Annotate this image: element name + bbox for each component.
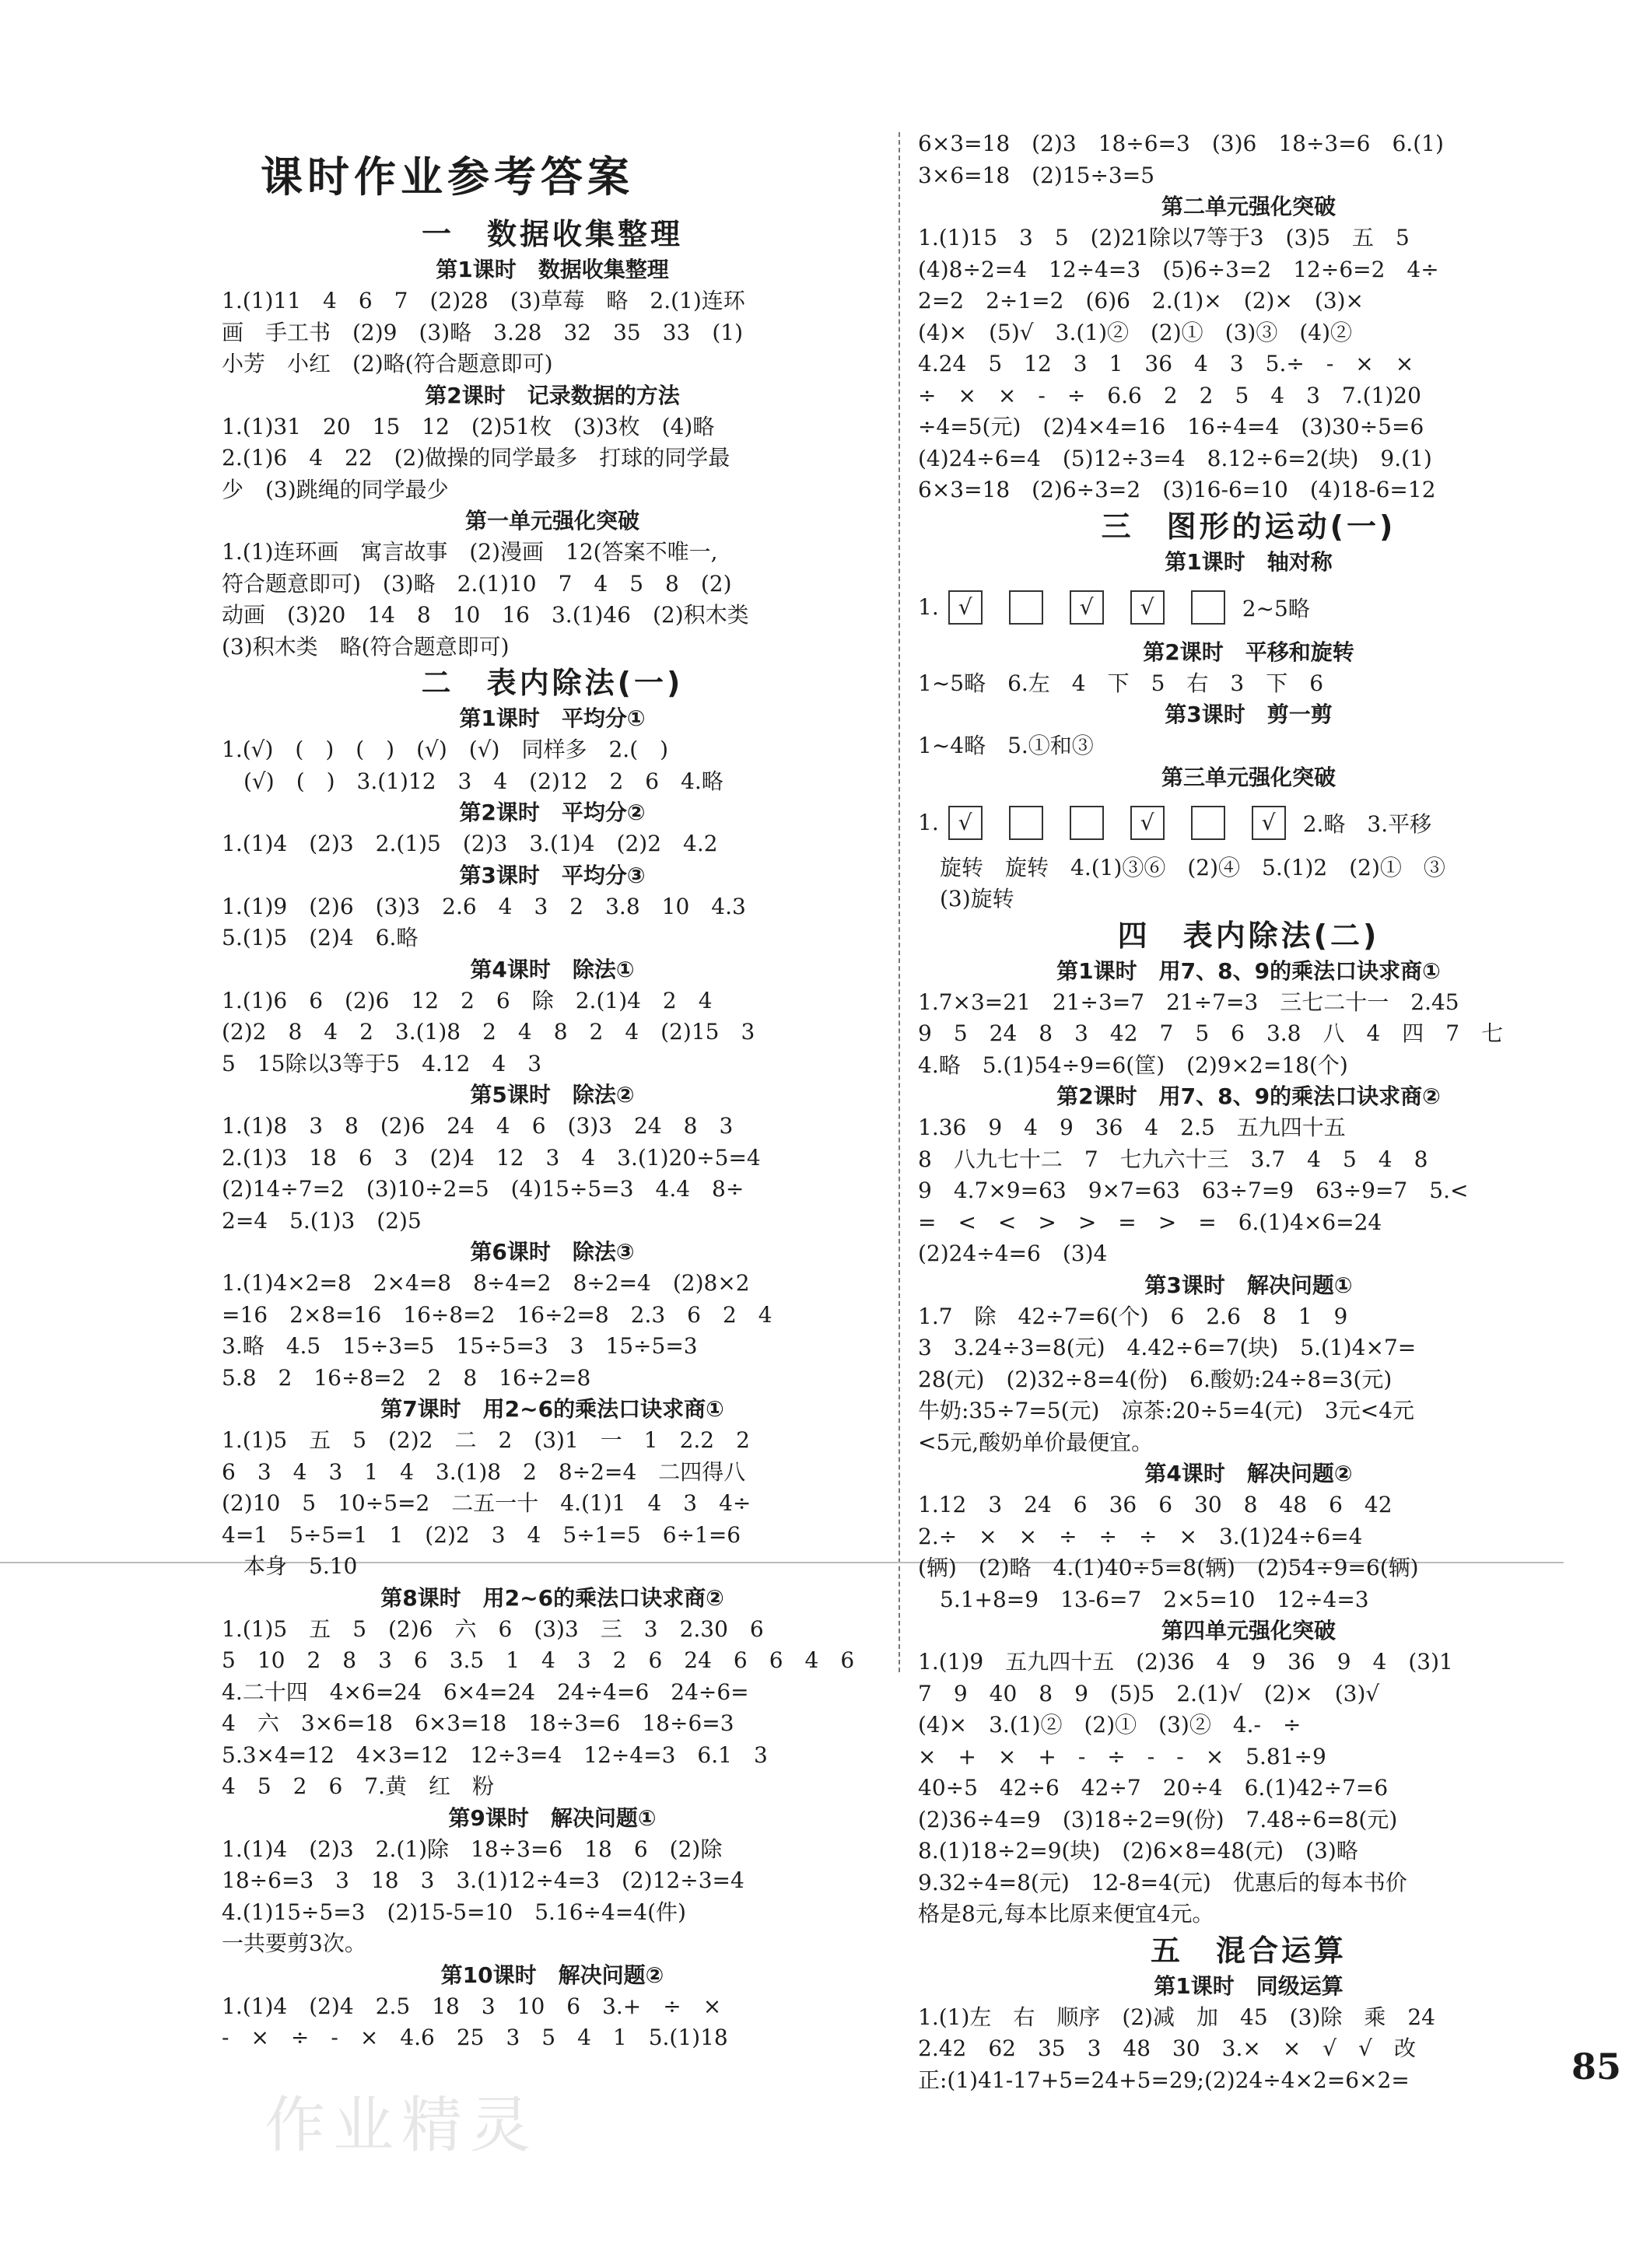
watermark: 作业精灵 [264, 2091, 539, 2161]
answer-line: 3.略 4.5 15÷3=5 15÷5=3 3 15÷5=3 [222, 1333, 698, 1359]
empty-box [1191, 590, 1225, 625]
answer-line: - × ÷ - × 4.6 25 3 5 4 1 5.(1)18 [222, 2025, 728, 2050]
unit-heading: 五 混合运算 [1150, 1933, 1347, 1968]
answer-line: 7 9 40 8 9 (5)5 2.(1)√ (2)× (3)√ [918, 1680, 1380, 1706]
lesson-heading: 第1课时 平均分① [459, 705, 646, 731]
answer-line: 9 5 24 8 3 42 7 5 6 3.8 八 4 四 7 七 [918, 1020, 1504, 1046]
answer-line: 1.(1)5 五 5 (2)2 二 2 (3)1 一 1 2.2 2 [222, 1427, 750, 1453]
answer-line: (√) ( ) 3.(1)12 3 4 (2)12 2 6 4.略 [222, 768, 723, 794]
answer-line: 4=1 5÷5=1 1 (2)2 3 4 5÷1=5 6÷1=6 [222, 1521, 741, 1548]
answer-line: 1.(1)31 20 15 12 (2)51枚 (3)3枚 (4)略 [222, 413, 715, 439]
answer-line: 5.(1)5 (2)4 6.略 [222, 925, 419, 950]
answer-line: 9.32÷4=8(元) 12-8=4(元) 优惠后的每本书价 [918, 1869, 1407, 1895]
answer-line: 小芳 小红 (2)略(符合题意即可) [222, 351, 553, 376]
answer-line: ÷ × × - ÷ 6.6 2 2 5 4 3 7.(1)20 [918, 382, 1421, 408]
answer-text: 2.略 3.平移 [1302, 810, 1432, 837]
lesson-heading: 第6课时 除法③ [470, 1239, 635, 1265]
lesson-heading: 第8课时 用2~6的乘法口诀求商② [380, 1584, 724, 1611]
answer-line: 5 10 2 8 3 6 3.5 1 4 3 2 6 24 6 6 4 6 [222, 1647, 855, 1673]
answer-line: 2=2 2÷1=2 (6)6 2.(1)× (2)× (3)× [918, 288, 1365, 313]
answer-line: 少 (3)跳绳的同学最少 [222, 476, 449, 502]
question-number: 1. [918, 810, 939, 835]
answer-line: 3 3.24÷3=8(元) 4.42÷6=7(块) 5.(1)4×7= [918, 1335, 1417, 1360]
answer-line: 1.(1)4 (2)3 2.(1)5 (2)3 3.(1)4 (2)2 4.2 [222, 831, 718, 856]
left-column [222, 214, 883, 2054]
answer-line: 2.42 62 35 3 48 30 3.× × √ √ 改 [918, 2035, 1416, 2061]
answer-line: 6×3=18 (2)6÷3=2 (3)16-6=10 (4)18-6=12 [918, 477, 1436, 502]
lesson-heading: 第1课时 数据收集整理 [436, 257, 669, 282]
answer-line: 1.(1)15 3 5 (2)21除以7等于3 (3)5 五 5 [918, 225, 1410, 250]
answer-line: 牛奶:35÷7=5(元) 凉茶:20÷5=4(元) 3元<4元 [918, 1398, 1415, 1423]
answer-line: 一共要剪3次。 [222, 1930, 366, 1956]
answer-line: (4)× (5)√ 3.(1)② (2)① (3)③ (4)② [918, 319, 1352, 345]
checked-box: √ [1252, 806, 1286, 840]
checkbox-answer-row [918, 578, 1579, 637]
answer-line: 2.(1)6 4 22 (2)做操的同学最多 打球的同学最 [222, 445, 730, 471]
answer-line: 符合题意即可) (3)略 2.(1)10 7 4 5 8 (2) [222, 570, 732, 597]
lesson-heading: 第2课时 记录数据的方法 [425, 382, 680, 408]
answer-line: 5 15除以3等于5 4.12 4 3 [222, 1050, 542, 1076]
answer-line: 1.7 除 42÷7=6(个) 6 2.6 8 1 9 [918, 1303, 1348, 1329]
answer-line: 1.(1)5 五 5 (2)6 六 6 (3)3 三 3 2.30 6 [222, 1615, 764, 1642]
answer-line: 2.(1)3 18 6 3 (2)4 12 3 4 3.(1)20÷5=4 [222, 1144, 761, 1171]
answer-line: 1~5略 6.左 4 下 5 右 3 下 6 [918, 670, 1324, 696]
answer-line: 4.二十四 4×6=24 6×4=24 24÷4=6 24÷6= [222, 1678, 749, 1705]
answer-line: 动画 (3)20 14 8 10 16 3.(1)46 (2)积木类 [222, 602, 749, 628]
lesson-heading: 第一单元强化突破 [464, 508, 639, 534]
answer-line: 1.(1)左 右 顺序 (2)减 加 45 (3)除 乘 24 [918, 2004, 1435, 2030]
answer-line: 1.(1)6 6 (2)6 12 2 6 除 2.(1)4 2 4 [222, 987, 713, 1013]
lesson-heading: 第1课时 用7、8、9的乘法口诀求商① [1056, 957, 1441, 984]
answer-line: 4.略 5.(1)54÷9=6(筐) (2)9×2=18(个) [918, 1052, 1348, 1078]
answer-line: (4)24÷6=4 (5)12÷3=4 8.12÷6=2(块) 9.(1) [918, 445, 1432, 471]
answer-line: 5.1+8=9 13-6=7 2×5=10 12÷4=3 [918, 1586, 1369, 1612]
lesson-heading: 第3课时 剪一剪 [1165, 702, 1333, 727]
checkbox-answer-row [918, 793, 1579, 852]
answer-line: (4)× 3.(1)② (2)① (3)② 4.- ÷ [918, 1712, 1301, 1738]
empty-box [1009, 590, 1043, 625]
answer-line: 1.(√) ( ) ( ) (√) (√) 同样多 2.( ) [222, 737, 669, 762]
answer-line: (4)8÷2=4 12÷4=3 (5)6÷3=2 12÷6=2 4÷ [918, 256, 1439, 282]
answer-line: (3)旋转 [918, 886, 1014, 912]
answer-line: 2=4 5.(1)3 (2)5 [222, 1207, 422, 1234]
answer-line: 4.(1)15÷5=3 (2)15-5=10 5.16÷4=4(件) [222, 1899, 686, 1925]
answer-line: (2)14÷7=2 (3)10÷2=5 (4)15÷5=3 4.4 8÷ [222, 1176, 744, 1202]
answer-line: 8.(1)18÷2=9(块) (2)6×8=48(元) (3)略 [918, 1838, 1358, 1864]
answer-line: 1.(1)4×2=8 2×4=8 8÷4=2 8÷2=4 (2)8×2 [222, 1270, 750, 1296]
right-column [918, 128, 1579, 2096]
lesson-heading: 第7课时 用2~6的乘法口诀求商① [380, 1396, 724, 1422]
lesson-heading: 第四单元强化突破 [1161, 1618, 1336, 1643]
answer-line: 18÷6=3 3 18 3 3.(1)12÷4=3 (2)12÷3=4 [222, 1867, 744, 1893]
lesson-heading: 第3课时 解决问题① [1144, 1272, 1353, 1298]
answer-line: (2)24÷4=6 (3)4 [918, 1241, 1108, 1266]
answer-line: 正:(1)41-17+5=24+5=29;(2)24÷4×2=6×2= [918, 2067, 1410, 2093]
answer-line: 1.(1)连环画 寓言故事 (2)漫画 12(答案不唯一, [222, 539, 718, 565]
answer-text: 2~5略 [1242, 595, 1310, 621]
answer-line: (2)10 5 10÷5=2 二五一十 4.(1)1 4 3 4÷ [222, 1490, 751, 1516]
answer-line: 40÷5 42÷6 42÷7 20÷4 6.(1)42÷7=6 [918, 1775, 1389, 1801]
unit-heading: 四 表内除法(二) [1117, 918, 1380, 953]
answer-line: 8 八九七十二 7 七九六十三 3.7 4 5 4 8 [918, 1146, 1428, 1172]
answer-line: =16 2×8=16 16÷8=2 16÷2=8 2.3 6 2 4 [222, 1301, 772, 1328]
lesson-heading: 第3课时 平均分③ [459, 862, 646, 888]
answer-line: (辆) (2)略 4.(1)40÷5=8(辆) (2)54÷9=6(辆) [918, 1555, 1419, 1580]
answer-line: 5.8 2 16÷8=2 2 8 16÷2=8 [222, 1364, 591, 1391]
empty-box [1191, 806, 1225, 840]
checked-box: √ [948, 806, 983, 840]
lesson-heading: 第1课时 同级运算 [1154, 1972, 1343, 1999]
lesson-heading: 第4课时 解决问题② [1144, 1461, 1353, 1486]
answer-line: = < < > > = > = 6.(1)4×6=24 [918, 1209, 1382, 1235]
unit-heading: 一 数据收集整理 [421, 217, 683, 251]
answer-line: 6×3=18 (2)3 18÷6=3 (3)6 18÷3=6 6.(1) [918, 131, 1444, 156]
answer-line: 1.12 3 24 6 36 6 30 8 48 6 42 [918, 1492, 1393, 1517]
lesson-heading: 第三单元强化突破 [1161, 764, 1336, 790]
answer-line: (3)积木类 略(符合题意即可) [222, 633, 510, 660]
answer-line: (2)2 8 4 2 3.(1)8 2 4 8 2 4 (2)15 3 [222, 1019, 755, 1045]
answer-line: 4 5 2 6 7.黄 红 粉 [222, 1773, 494, 1799]
lesson-heading: 第9课时 解决问题① [448, 1804, 657, 1831]
answer-line: <5元,酸奶单价最便宜。 [918, 1429, 1154, 1455]
unit-heading: 二 表内除法(一) [421, 666, 684, 700]
lesson-heading: 第10课时 解决问题② [440, 1962, 664, 1988]
answer-line: 5.3×4=12 4×3=12 12÷3=4 12÷4=3 6.1 3 [222, 1741, 768, 1768]
answer-line: 9 4.7×9=63 9×7=63 63÷7=9 63÷9=7 5.< [918, 1178, 1469, 1203]
empty-box [1070, 806, 1104, 840]
answer-line: 3×6=18 (2)15÷3=5 [918, 162, 1155, 188]
lesson-heading: 第二单元强化突破 [1161, 194, 1336, 219]
answer-line: 4 六 3×6=18 6×3=18 18÷3=6 18÷6=3 [222, 1710, 734, 1736]
answer-line: 格是8元,每本比原来便宜4元。 [918, 1901, 1214, 1927]
unit-heading: 三 图形的运动(一) [1101, 509, 1396, 544]
page-number: 85 [1571, 2046, 1622, 2088]
page-title: 课时作业参考答案 [261, 152, 634, 201]
answer-line: 1.7×3=21 21÷3=7 21÷7=3 三七二十一 2.45 [918, 989, 1459, 1015]
answer-line: 1~4略 5.①和③ [918, 733, 1094, 758]
answer-line: 1.(1)9 (2)6 (3)3 2.6 4 3 2 3.8 10 4.3 [222, 893, 746, 919]
lesson-heading: 第4课时 除法① [470, 956, 635, 982]
checked-box: √ [1130, 590, 1165, 625]
question-number: 1. [918, 594, 939, 620]
answer-line: 画 手工书 (2)9 (3)略 3.28 32 35 33 (1) [222, 319, 744, 345]
answer-line: 本身 5.10 [222, 1553, 358, 1579]
lesson-heading: 第1课时 轴对称 [1165, 548, 1333, 575]
answer-line: 1.36 9 4 9 36 4 2.5 五九四十五 [918, 1115, 1346, 1140]
lesson-heading: 第2课时 平均分② [459, 800, 646, 825]
answer-line: (2)36÷4=9 (3)18÷2=9(份) 7.48÷6=8(元) [918, 1806, 1398, 1832]
answer-line: × + × + - ÷ - - × 5.81÷9 [918, 1743, 1326, 1769]
answer-line: 1.(1)4 (2)4 2.5 18 3 10 6 3.+ ÷ × [222, 1993, 722, 2019]
answer-line: 2.÷ × × ÷ ÷ ÷ × 3.(1)24÷6=4 [918, 1523, 1363, 1549]
answer-line: 4.24 5 12 3 1 36 4 3 5.÷ - × × [918, 351, 1414, 376]
answer-line: 旋转 旋转 4.(1)③⑥ (2)④ 5.(1)2 (2)① ③ [918, 854, 1445, 880]
answer-line: 1.(1)11 4 6 7 (2)28 (3)草莓 略 2.(1)连环 [222, 288, 745, 313]
answer-line: 1.(1)9 五九四十五 (2)36 4 9 36 9 4 (3)1 [918, 1649, 1453, 1675]
answer-line: 6 3 4 3 1 4 3.(1)8 2 8÷2=4 二四得八 [222, 1458, 746, 1485]
answer-line: 1.(1)4 (2)3 2.(1)除 18÷3=6 18 6 (2)除 [222, 1836, 723, 1862]
lesson-heading: 第5课时 除法② [470, 1082, 635, 1108]
checked-box: √ [1130, 806, 1165, 840]
lesson-heading: 第2课时 用7、8、9的乘法口诀求商② [1056, 1083, 1441, 1109]
checked-box: √ [1070, 590, 1104, 625]
answer-line: 28(元) (2)32÷8=4(份) 6.酸奶:24÷8=3(元) [918, 1366, 1393, 1392]
empty-box [1009, 806, 1043, 840]
lesson-heading: 第2课时 平移和旋转 [1143, 639, 1354, 665]
checked-box: √ [948, 590, 983, 625]
column-divider [899, 132, 900, 1672]
answer-line: 1.(1)8 3 8 (2)6 24 4 6 (3)3 24 8 3 [222, 1113, 734, 1139]
answer-line: ÷4=5(元) (2)4×4=16 16÷4=4 (3)30÷5=6 [918, 414, 1424, 439]
